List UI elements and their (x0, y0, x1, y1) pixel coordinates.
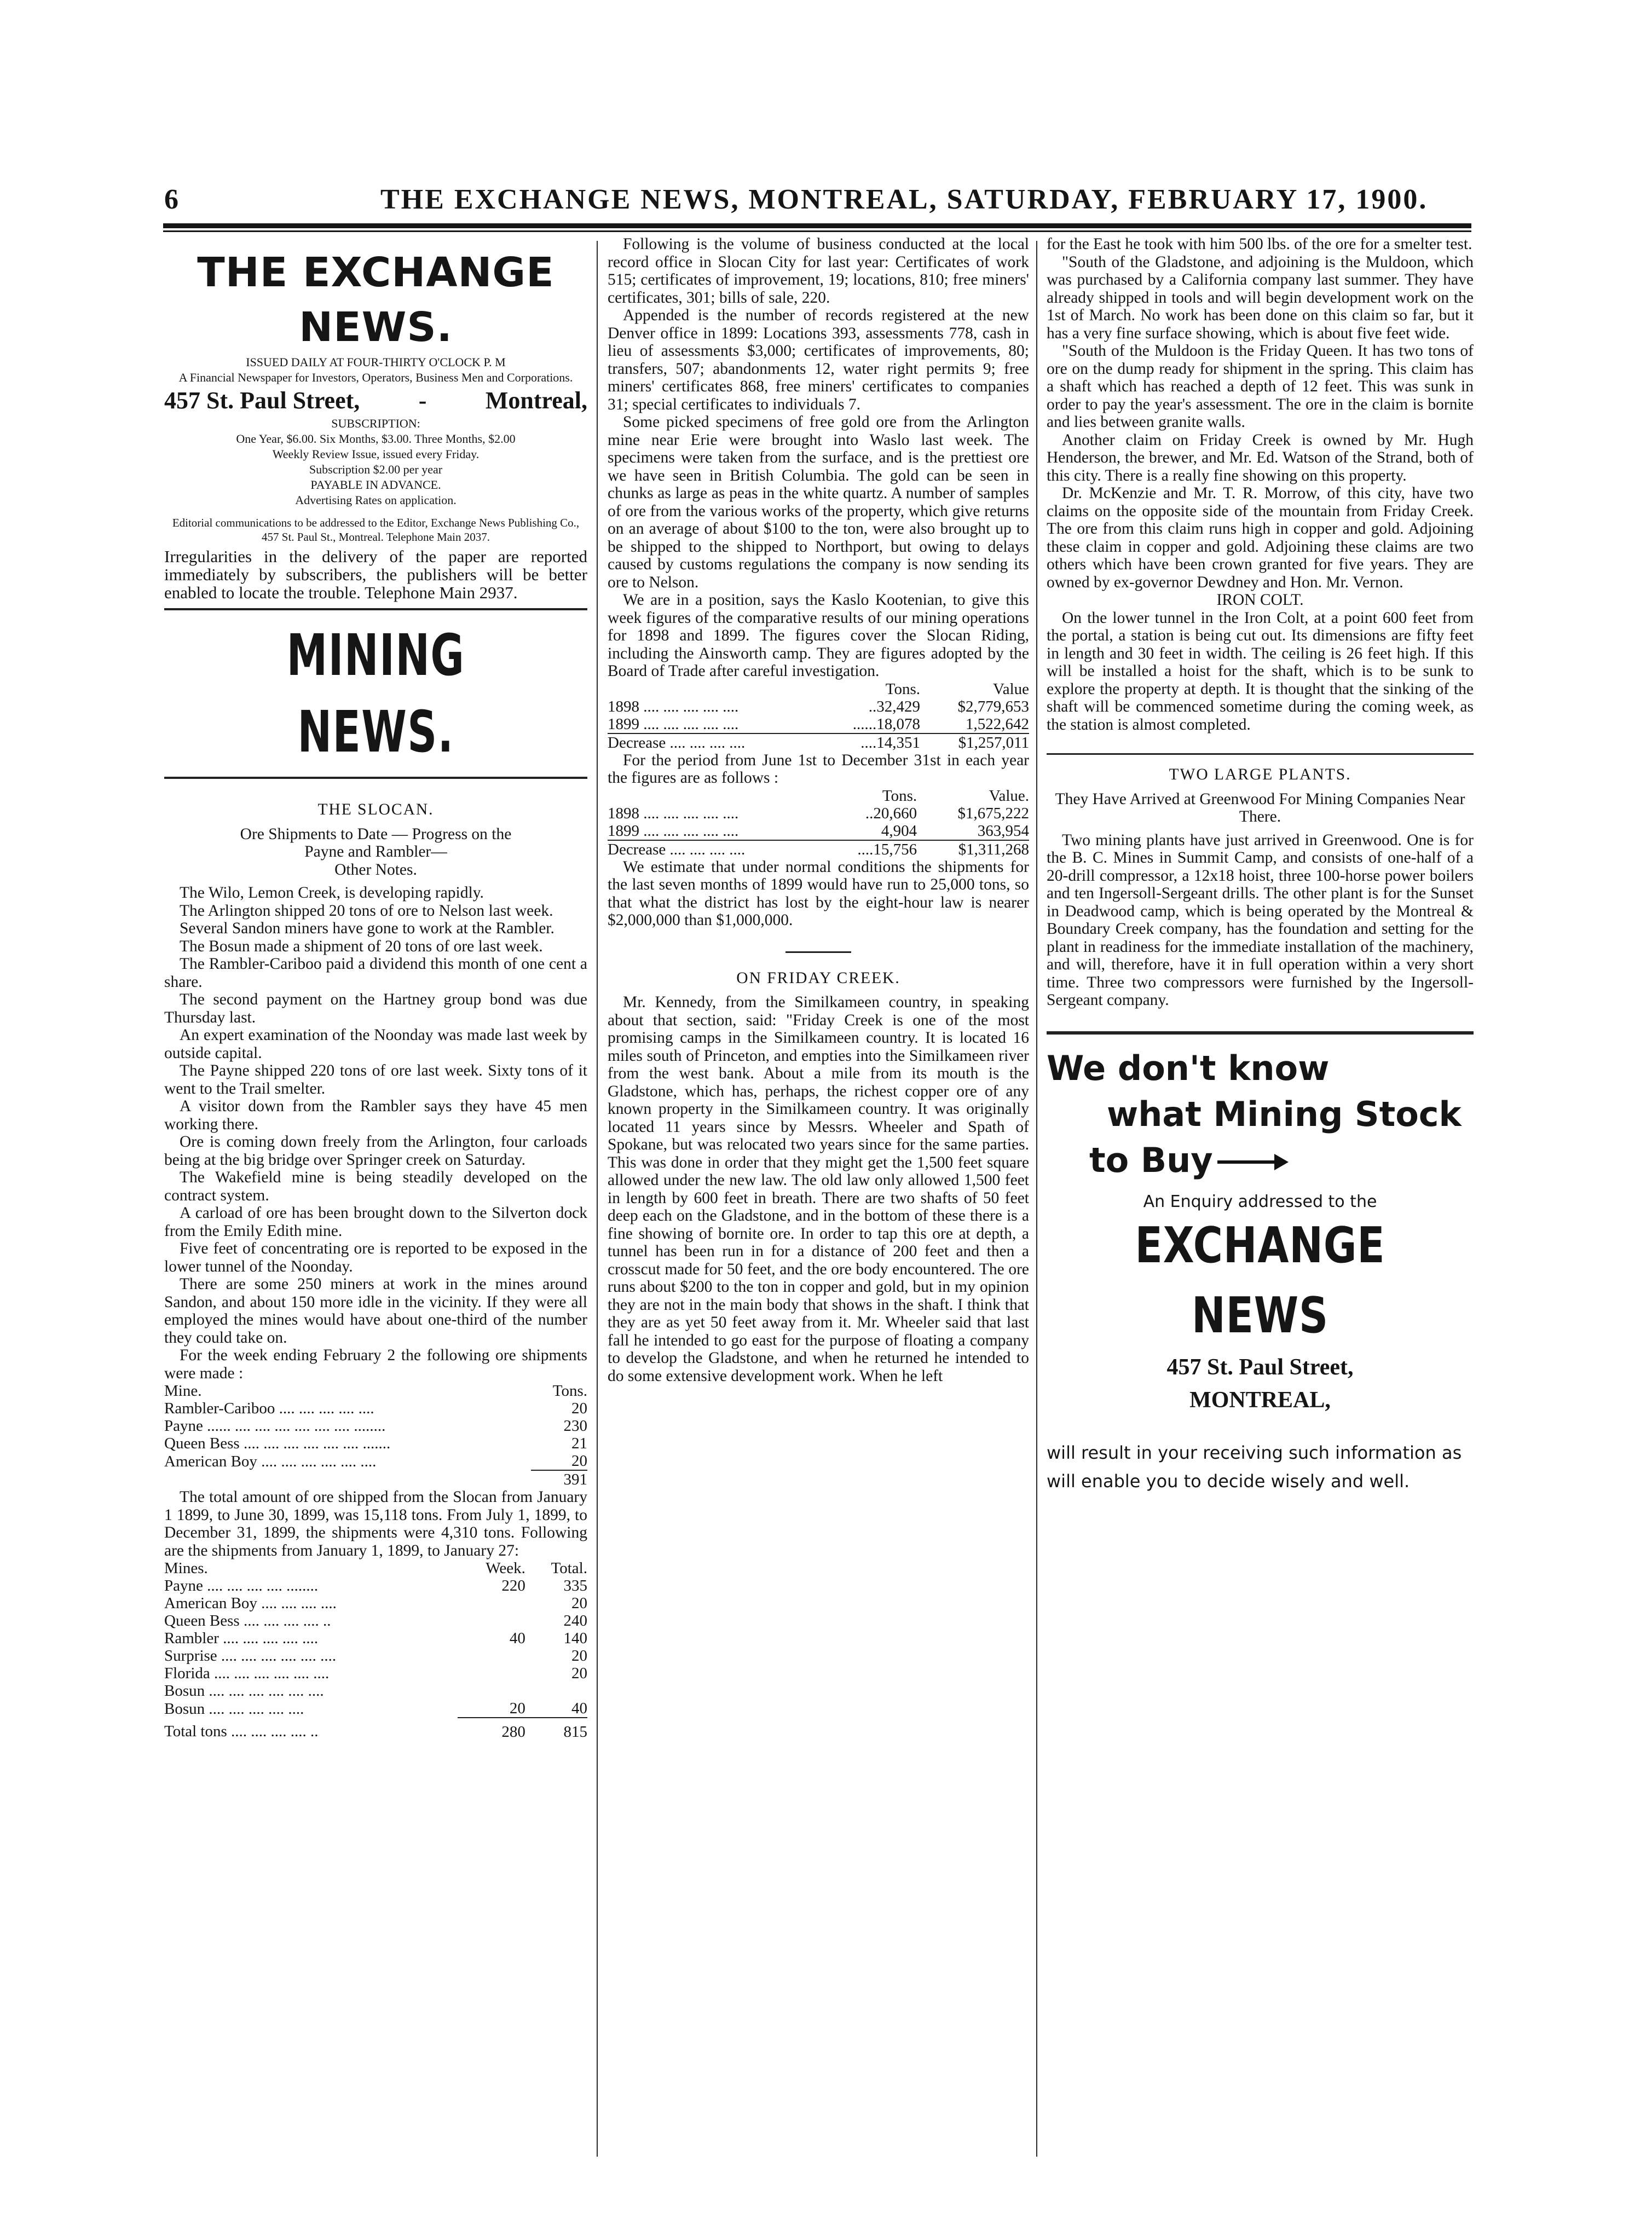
table-header-row: Tons. Value (885, 680, 1029, 698)
weekly-review: Weekly Review Issue, issued every Friday. (272, 447, 480, 461)
table-row: Payne ...... .... .... .... .... .... .... ........ 230 (164, 1417, 587, 1435)
table-total-row: 391 (164, 1470, 587, 1488)
section-heading: TWO LARGE PLANTS. (1169, 766, 1351, 783)
column-divider (1036, 241, 1037, 2157)
ad-line-7: MONTREAL, (1189, 1388, 1331, 1413)
paragraph: "South of the Gladstone, and adjoining is the Muldoon, which was purchased by a California company last summer. They have already shipped in tools and will begin development work on the 1st of March. No work has been done on this claim so far, but it has a very fine surface showing, which is about five feet wide. (1047, 253, 1474, 342)
table-row: 1898 .... .... .... .... .... ..32,429 $2,779,653 (608, 697, 1029, 715)
header-rule (163, 223, 1471, 228)
address-street: 457 St. Paul Street, (164, 387, 360, 414)
paragraph: Appended is the number of records registered at the new Denver office in 1899: Locations 393, assessments 778, cash in lieu of assessments $3,000; certificates of improvements, 80; transfers, 507; abandonments 12, water right permits 9; free miners' certificates 868, free miners' certificates to companies 31; special certificates to individuals 7. (608, 307, 1029, 413)
paragraph: A carload of ore has been brought down to the Silverton dock from the Emily Edith mine. (164, 1204, 587, 1240)
paragraph: Ore is coming down freely from the Arlington, four carloads being at the big bridge over Springer creek on Saturday. (164, 1133, 587, 1169)
paragraph: The total amount of ore shipped from the Slocan from January 1 1899, to June 30, 1899, was 15,118 tons. From July 1, 1899, to December 31, 1899, the shipments were 4,310 tons. Following are the shipments from January 1, 1899, to January 27: (164, 1488, 587, 1559)
table-row: Florida .... .... .... .... .... .... 20 (164, 1665, 587, 1682)
paragraph: The Wakefield mine is being steadily developed on the contract system. (164, 1169, 587, 1204)
page-header (164, 183, 1478, 222)
paragraph: The second payment on the Hartney group bond was due Thursday last. (164, 991, 587, 1026)
paragraph: We estimate that under normal conditions the shipments for the last seven months of 1899 would have run to 25,000 tons, so that what the district has lost by the eight-hour law is nearer $2,000,000 than $1,000,000. (608, 858, 1029, 929)
page-number: 6 (164, 184, 180, 215)
paragraph: The Wilo, Lemon Creek, is developing rapidly. (180, 884, 484, 902)
header-rule-thin (163, 230, 1471, 232)
subscription-rates: One Year, $6.00. Six Months, $3.00. Three Months, $2.00 (236, 432, 516, 446)
subscription-heading: SUBSCRIPTION: (331, 417, 420, 430)
paragraph: The Payne shipped 220 tons of ore last week. Sixty tons of it went to the Trail smelter. (164, 1062, 587, 1097)
column-2 (608, 235, 1029, 2168)
table-row: Payne .... .... .... .... ........ 220 335 (164, 1577, 587, 1594)
paragraph: Following is the volume of business conducted at the local record office in Slocan City for last year: Certificates of work 515; certificates of improvement, 19; locations, 810; free miners' certificates, 301; bills of sale, 220. (608, 235, 1029, 307)
table-row: 1899 .... .... .... .... .... ......18,078 1,522,642 (608, 715, 1029, 733)
table-total-row: Decrease .... .... .... .... ....15,756 $1,311,268 (608, 840, 1029, 858)
paragraph: Another claim on Friday Creek is owned by Mr. Hugh Henderson, the brewer, and Mr. Ed. Watson of the Strand, both of this city. There is a really fine showing on this property. (1047, 431, 1474, 484)
arrow-icon (1217, 1160, 1278, 1164)
address-city: Montreal, (485, 387, 587, 414)
subheading: IRON COLT. (1216, 591, 1304, 609)
shipments-table (164, 1559, 587, 1745)
ad-line-5: EXCHANGE NEWS (1135, 1217, 1385, 1344)
ad-line-6: 457 St. Paul Street, (1166, 1355, 1354, 1380)
table-row: Surprise .... .... .... .... .... .... 20 (164, 1647, 587, 1665)
ad-line-8: will result in your receiving such information as will enable you to decide wisely and well. (1047, 1442, 1462, 1492)
paragraph: For the period from June 1st to December 31st in each year the figures are as follows : (608, 751, 1029, 787)
section-rule (164, 608, 587, 610)
comparison-table-2 (608, 787, 1029, 858)
paragraph: Mr. Kennedy, from the Similkameen country, in speaking about that section, said: "Friday Creek is one of the most promising camps in the Similkameen country. It is located 16 miles south of Princeton, and empties into the Similkameen river from the west bank. About a mile from its mouth is the Gladstone, which has, perhaps, the richest copper ore of any known property in the Similkameen country. It was originally located 11 years since by Messrs. Wheeler and Spath of Spokane, but was relocated two years since for the same parties. This was done in order that they might get the 1,500 feet square allowed under the new law. The old law only allowed 1,500 feet in length by 600 feet in breath. There are two shafts of 50 feet deep each on the Gladstone, and in the bottom of these there is a fine showing of bornite ore. In order to tap this ore at depth, a tunnel has been run in for a distance of 200 feet and then a crosscut made for 50 feet, and the ore body encountered. The ore runs about $200 to the ton in copper and gold, but in my opinion they are not in the main body that shows in the shaft. I think that they are as yet 50 feet away from it. Mr. Wheeler said that last fall he intended to go east for the purpose of floating a company to develop the Gladstone, and when he returned he intended to do some extensive development work. When he left (608, 993, 1029, 1385)
table-row: American Boy .... .... .... .... .... .... 20 (164, 1452, 587, 1470)
table-header-row: Mines. Week. Total. (164, 1559, 587, 1577)
paragraph: The Arlington shipped 20 tons of ore to Nelson last week. (180, 902, 553, 920)
mining-news-banner: MINING NEWS. (286, 622, 465, 765)
paragraph: We are in a position, says the Kaslo Kootenian, to give this week figures of the comparative results of our mining operations for 1898 and 1899. The figures cover the Slocan Riding, including the Ainsworth camp. They are figures adopted by the Board of Trade after careful investigation. (608, 591, 1029, 680)
section-heading: THE SLOCAN. (317, 801, 434, 818)
paragraph: There are some 250 miners at work in the mines around Sandon, and about 150 more idle in the vicinity. If they were all employed the mines would have about one-third of the number they could take on. (164, 1275, 587, 1347)
article-divider (1047, 753, 1474, 755)
table-header-row: Mine. Tons. (164, 1382, 587, 1400)
article-divider (785, 951, 851, 953)
section-rule (164, 777, 587, 779)
payable-notice: PAYABLE IN ADVANCE. (310, 478, 441, 492)
column-1 (164, 235, 587, 2170)
table-header-row: Tons. Value. (882, 787, 1029, 805)
table-row: Rambler .... .... .... .... .... 40 140 (164, 1630, 587, 1647)
section-heading: ON FRIDAY CREEK. (736, 969, 900, 987)
paragraph: On the lower tunnel in the Iron Colt, at a point 600 feet from the portal, a station is being cut out. Its dimensions are fifty feet in length and 30 feet in width. The ceiling is 26 feet high. If this will be installed a hoist for the shaft, which is to be sunk to explore the property at depth. It is thought that the sinking of the shaft will be commenced sometime during the coming week, as the station is almost completed. (1047, 609, 1474, 733)
table-row: 1898 .... .... .... .... .... ..20,660 $1,675,222 (608, 804, 1029, 822)
table-row: American Boy .... .... .... .... 20 (164, 1594, 587, 1612)
masthead-title: THE EXCHANGE NEWS. (197, 249, 554, 351)
comparison-table-1 (608, 680, 1029, 752)
address-dash: - (418, 387, 427, 414)
advertising-notice: Advertising Rates on application. (295, 493, 457, 507)
running-head: THE EXCHANGE NEWS, MONTREAL, SATURDAY, FEBRUARY 17, 1900. (380, 184, 1428, 215)
editorial-notice: Editorial communications to be addressed to the Editor, Exchange News Publishing Co., 457 St. Paul St., Montreal. Telephone Main 2037. (172, 516, 580, 544)
column-3 (1047, 235, 1474, 2168)
column-divider (597, 241, 598, 2157)
paragraph: Some picked specimens of free gold ore from the Arlington mine near Erie were brought into Waslo last week. The specimens were taken from the surface, and is the prettiest ore we have seen in British Columbia. The gold can be seen in chunks as large as peas in the white quartz. A number of samples of ore from the various works of the property, which give returns on an average of about $100 to the ton, were also brought up to be shipped to the shipped to Northport, but owing to delays caused by customs regulations the company is now sending its ore to Nelson. (608, 413, 1029, 591)
irregularities-notice: Irregularities in the delivery of the paper are reported immediately by subscribers, the publishers will be better enabled to locate the trouble. Telephone Main 2937. (164, 547, 587, 602)
paragraph: Five feet of concentrating ore is reported to be exposed in the lower tunnel of the Noonday. (164, 1240, 587, 1275)
paragraph: Several Sandon miners have gone to work at the Rambler. (180, 920, 554, 937)
ad-line-4: An Enquiry addressed to the (1143, 1192, 1377, 1211)
section-deck: They Have Arrived at Greenwood For Mining Companies Near There. (1055, 790, 1465, 825)
advertisement (1047, 1045, 1474, 1496)
masthead-address (164, 385, 587, 416)
table-row: 1899 .... .... .... .... .... 4,904 363,954 (608, 822, 1029, 840)
ad-line-2: what Mining Stock (1107, 1094, 1462, 1134)
section-deck: Ore Shipments to Date — Progress on the Payne and Rambler— Other Notes. (240, 825, 512, 879)
weekly-subscription: Subscription $2.00 per year (309, 463, 443, 476)
table-row: Bosun .... .... .... .... .... 20 40 (164, 1700, 587, 1718)
table-row: Queen Bess .... .... .... .... .... .... ....... 21 (164, 1435, 587, 1452)
table-total-row: Decrease .... .... .... .... ....14,351 $1,257,011 (608, 733, 1029, 752)
week-shipments-table (164, 1382, 587, 1488)
paragraph: The Rambler-Cariboo paid a dividend this month of one cent a share. (164, 955, 587, 991)
paragraph: The Bosun made a shipment of 20 tons of ore last week. (180, 937, 543, 955)
ad-divider (1047, 1031, 1474, 1035)
masthead-issued: ISSUED DAILY AT FOUR-THIRTY O'CLOCK P. M (246, 355, 506, 369)
paragraph: An expert examination of the Noonday was made last week by outside capital. (164, 1026, 587, 1062)
ad-line-3: to Buy (1047, 1137, 1474, 1183)
table-row: Rambler-Cariboo .... .... .... .... .... 20 (164, 1400, 587, 1417)
paragraph: Two mining plants have just arrived in Greenwood. One is for the B. C. Mines in Summit Camp, and consists of one-half of a 20-drill compressor, a 12x18 hoist, three 100-horse power boilers and ten Ingersoll-Sergeant drills. The other plant is for the Sunset in Deadwood camp, which is being operated by the Montreal & Boundary Creek company, has the foundation and setting for the plant in readiness for the immediate installation of the machinery, and will, therefore, have it in full operation within a very short time. Three two compressors were furnished by the Ingersoll-Sergeant company. (1047, 831, 1474, 1009)
table-row: Queen Bess .... .... .... .... .. 240 (164, 1612, 587, 1630)
paragraph: Dr. McKenzie and Mr. T. R. Morrow, of this city, have two claims on the opposite side of the mountain from Friday Creek. The ore from this claim runs high in copper and gold. Adjoining these claim in copper and gold. Adjoining these claims are two others which have been crown granted for five years. They are owned by ex-governor Dewdney and Hon. Mr. Vernon. (1047, 484, 1474, 591)
table-total-row: Total tons .... .... .... .... .. 280 815 (164, 1718, 587, 1745)
paragraph: A visitor down from the Rambler says they have 45 men working there. (164, 1097, 587, 1133)
ad-line-1: We don't know (1047, 1048, 1330, 1088)
table-row: Bosun .... .... .... .... .... .... (164, 1682, 324, 1700)
paragraph: For the week ending February 2 the following ore shipments were made : (164, 1347, 587, 1382)
masthead-description: A Financial Newspaper for Investors, Operators, Business Men and Corporations. (178, 371, 573, 384)
paragraph: for the East he took with him 500 lbs. of the ore for a smelter test. (1047, 235, 1472, 253)
paragraph: "South of the Muldoon is the Friday Queen. It has two tons of ore on the dump ready for shipment in the spring. This claim has a shaft which has reached a depth of 12 feet. This was sunk in order to pay the year's assessment. The ore in the claim is bornite and lies between granite walls. (1047, 342, 1474, 431)
